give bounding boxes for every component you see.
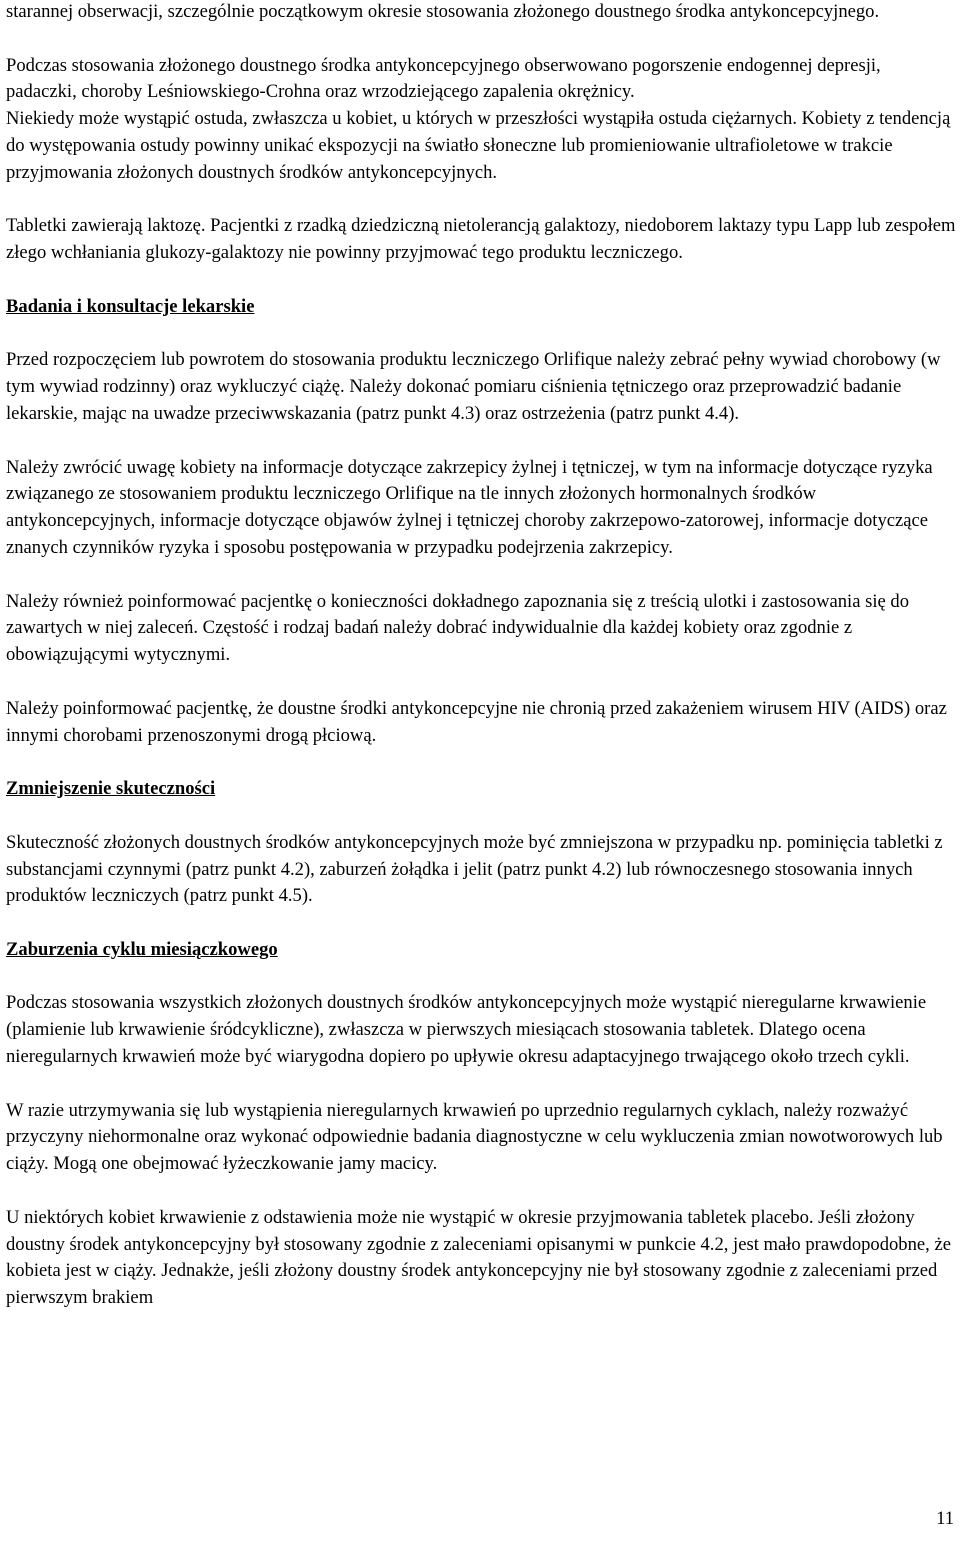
document-page [6, 0, 956, 1339]
paragraph-thrombosis-info: Należy zwrócić uwagę kobiety na informacje dotyczące zakrzepicy żylnej i tętniczej, w tym na informacje dotyczące ryzyka związanego ze stosowaniem produktu leczniczego Orlifique na tle innych złożonych hormonalnych środków antykoncepcyjnych, informacje dotyczące objawów żylnej i tętniczej choroby zakrzepowo-zatorowej, informacje dotyczące znanych czynników ryzyka i sposobu postępowania w przypadku podejrzenia zakrzepicy. [6, 456, 933, 558]
paragraph-efficacy: Skuteczność złożonych doustnych środków antykoncepcyjnych może być zmniejszona w przypadku np. pominięcia tabletki z substancjami czynnymi (patrz punkt 4.2), zaburzeń żołądka i jelit (patrz punkt 4.2) lub równoczesnego stosowania innych produktów leczniczych (patrz punkt 4.5). [6, 831, 943, 907]
page-number: 11 [936, 1508, 954, 1530]
heading-zmniejszenie: Zmniejszenie skuteczności [6, 778, 216, 800]
paragraph-medical-history: Przed rozpoczęciem lub powrotem do stosowania produktu leczniczego Orlifique należy zebrać pełny wywiad chorobowy (w tym wywiad rodzinny) oraz wykluczyć ciążę. Należy dokonać pomiaru ciśnienia tętniczego oraz przeprowadzić badanie lekarskie, mając na uwadze przeciwwskazania (patrz punkt 4.3) oraz ostrzeżenia (patrz punkt 4.4). [6, 349, 941, 424]
paragraph-lactose: Tabletki zawierają laktozę. Pacjentki z rzadką dziedziczną nietolerancją galaktozy, niedoborem laktazy typu Lapp lub zespołem złego wchłaniania glukozy-galaktozy nie powinny przyjmować tego produktu leczniczego. [6, 215, 956, 264]
paragraph-leaflet: Należy również poinformować pacjentkę o konieczności dokładnego zapoznania się z treścią ulotki i zastosowania się do zawartych w niej zaleceń. Częstość i rodzaj badań należy dobrać indywidualnie dla każdej kobiety oraz zgodnie z obowiązującymi wytycznymi. [6, 590, 910, 666]
paragraph-chloasma: Niekiedy może wystąpić ostuda, zwłaszcza u kobiet, u których w przeszłości wystąpiła ostuda ciężarnych. Kobiety z tendencją do występowania ostudy powinny unikać ekspozycji na światło słoneczne lub promieniowanie ultrafioletowe w trakcie przyjmowania złożonych doustnych środków antykoncepcyjnych. [6, 108, 951, 183]
paragraph-continuation: starannej obserwacji, szczególnie początkowym okresie stosowania złożonego doustnego środka antykoncepcyjnego. [6, 1, 880, 22]
paragraph-irregular-bleeding: Podczas stosowania wszystkich złożonych doustnych środków antykoncepcyjnych może wystąpić nieregularne krwawienie (plamienie lub krwawienie śródcykliczne), zwłaszcza w pierwszych miesiącach stosowania tabletek. Dlatego ocena nieregularnych krwawień może być wiarygodna dopiero po upływie okresu adaptacyjnego trwającego około trzech cykli. [6, 992, 927, 1068]
heading-zaburzenia: Zaburzenia cyklu miesiączkowego [6, 938, 278, 960]
heading-badania: Badania i konsultacje lekarskie [6, 295, 255, 317]
paragraph-withdrawal-bleeding: U niektórych kobiet krwawienie z odstawienia może nie wystąpić w okresie przyjmowania tabletek placebo. Jeśli złożony doustny środek antykoncepcyjny był stosowany zgodnie z zaleceniami opisanymi w punkcie 4.2, jest mało prawdopodobne, że kobieta jest w ciąży. Jednakże, jeśli złożony doustny środek antykoncepcyjny nie był stosowany zgodnie z zaleceniami przed pierwszym brakiem [6, 1206, 951, 1309]
paragraph-depression-epilepsy: Podczas stosowania złożonego doustnego środka antykoncepcyjnego obserwowano pogorszenie endogennej depresji, padaczki, choroby Leśniowskiego-Crohna oraz wrzodziejącego zapalenia okrężnicy. [6, 54, 881, 103]
paragraph-persistent-bleeding: W razie utrzymywania się lub wystąpienia nieregularnych krwawień po uprzednio regularnych cyklach, należy rozważyć przyczyny niehormonalne oraz wykonać odpowiednie badania diagnostyczne w celu wykluczenia zmian nowotworowych lub ciąży. Mogą one obejmować łyżeczkowanie jamy macicy. [6, 1099, 943, 1175]
paragraph-hiv: Należy poinformować pacjentkę, że doustne środki antykoncepcyjne nie chronią przed zakażeniem wirusem HIV (AIDS) oraz innymi chorobami przenoszonymi drogą płciową. [6, 697, 947, 746]
